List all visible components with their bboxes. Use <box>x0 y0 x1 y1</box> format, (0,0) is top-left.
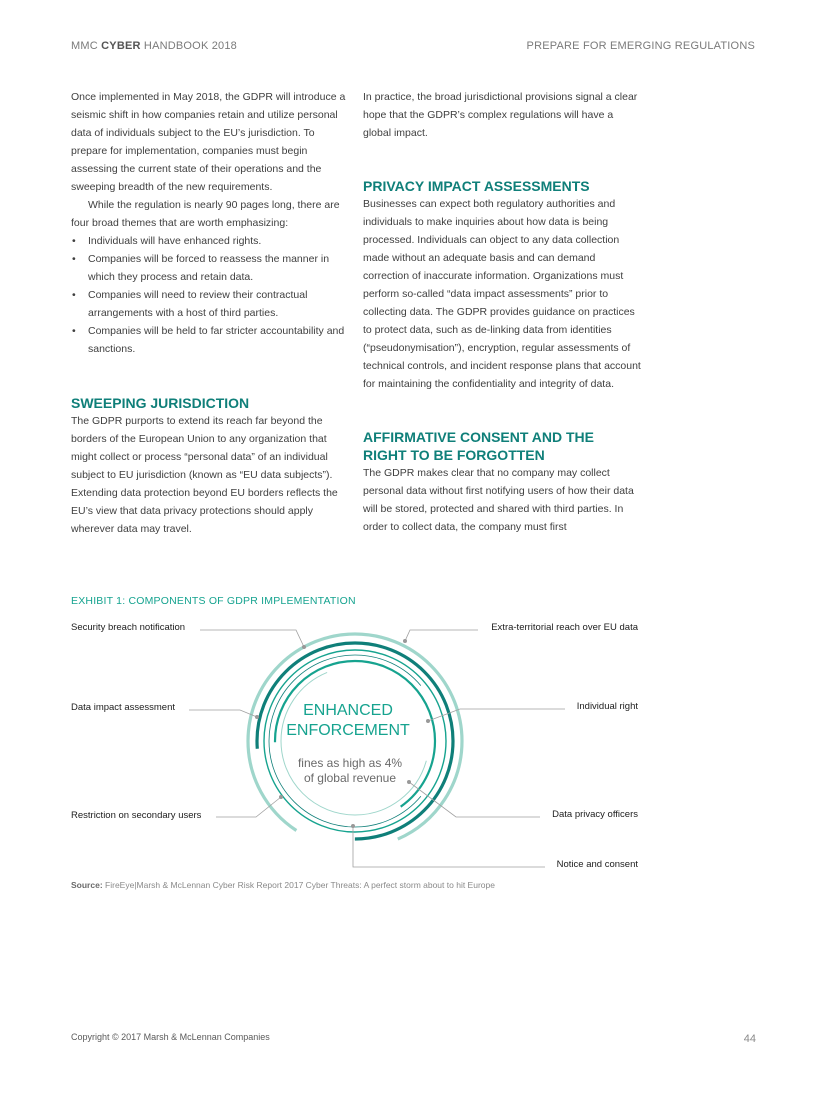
teal-ring <box>264 650 446 832</box>
leader-extraterritorial <box>405 630 478 641</box>
source-label: Source: <box>71 880 103 890</box>
label-privacy-officers: Data privacy officers <box>552 809 638 820</box>
leader-dot <box>255 715 259 719</box>
privacy-heading: PRIVACY IMPACT ASSESSMENTS <box>363 178 590 194</box>
page-number: 44 <box>743 1033 756 1045</box>
privacy-paragraph: Businesses can expect both regulatory authorities and individuals to make inquiries about how data is being processed. Individuals can object to any data collection made without an adequate basis and can demand correction of inaccurate information. Organizations must perform so-called “data impact assessments” prior to collecting data. The GDPR provides guidance on practices to protect data, such as de-linking data from identities (“pseudonymisation”), encryption, regular assessments of technical controls, and incident response plans that account for maintaining the confidentiality and integrity of data. <box>363 198 641 390</box>
label-security-breach: Security breach notification <box>71 622 186 633</box>
list-item: • Companies will need to review their contractual arrangements with a host of third parties. <box>71 286 346 322</box>
running-header-section: PREPARE FOR EMERGING REGULATIONS <box>526 40 755 52</box>
dark-ring <box>257 643 453 839</box>
center-sub-line2: of global revenue <box>303 771 397 785</box>
center-title-line1: ENHANCED <box>303 702 393 719</box>
jurisdiction-paragraph: The GDPR purports to extend its reach far beyond the borders of the European Union to any organization that might collect or process “personal data” of an individual subject to EU jurisdiction (known as “EU data subjects”). Extending data protection beyond EU borders reflects the EU’s view that data privacy protections should apply wherever data may travel. <box>71 415 338 535</box>
leader-dot <box>279 795 283 799</box>
center-sub-line1: fines as high as 4% <box>297 756 403 770</box>
exhibit-title: EXHIBIT 1: COMPONENTS OF GDPR IMPLEMENTATION <box>71 595 356 607</box>
list-item: • Individuals will have enhanced rights. <box>71 232 346 250</box>
innermost-light-ring <box>281 667 429 815</box>
brand-prefix: MMC <box>71 40 98 52</box>
label-restriction: Restriction on secondary users <box>71 810 202 821</box>
leader-dot <box>302 645 306 649</box>
label-data-impact: Data impact assessment <box>71 702 176 713</box>
leader-security-breach <box>200 630 304 647</box>
copyright: Copyright © 2017 Marsh & McLennan Companies <box>71 1032 270 1042</box>
jurisdiction-heading: SWEEPING JURISDICTION <box>71 395 250 411</box>
leader-notice-consent <box>353 826 545 867</box>
source-text: FireEye|Marsh & McLennan Cyber Risk Report 2017 Cyber Threats: A perfect storm about to hit Europe <box>105 880 495 890</box>
center-title-line2: ENFORCEMENT <box>286 722 410 739</box>
leader-privacy-officers <box>409 782 540 817</box>
intro-paragraph: Once implemented in May 2018, the GDPR will introduce a seismic shift in how companies retain and utilize personal data of individuals subject to the EU’s jurisdiction. To prepare for implementation, companies must begin assessing the current state of their operations and the sweeping breadth of the new requirements. <box>71 91 346 193</box>
exhibit-source <box>71 880 495 890</box>
leader-dot <box>403 639 407 643</box>
leader-dot <box>407 780 411 784</box>
leader-data-impact <box>189 710 257 717</box>
consent-paragraph: The GDPR makes clear that no company may collect personal data without first notifying users of how their data will be stored, protected and shared with third parties. In order to collect data, the company must first <box>363 467 634 533</box>
outer-light-ring <box>248 634 462 848</box>
brand-suffix: HANDBOOK 2018 <box>143 40 238 52</box>
thin-ring <box>269 655 441 827</box>
themes-intro-paragraph: While the regulation is nearly 90 pages long, there are four broad themes that are worth emphasizing: <box>71 199 340 229</box>
label-extraterritorial: Extra-territorial reach over EU data <box>491 622 638 633</box>
brand-bold: CYBER <box>101 40 141 52</box>
label-notice-consent: Notice and consent <box>556 859 638 870</box>
inner-ring <box>275 661 435 821</box>
practice-paragraph: In practice, the broad jurisdictional provisions signal a clear hope that the GDPR’s complex regulations will have a global impact. <box>363 91 638 139</box>
consent-heading-line2: RIGHT TO BE FORGOTTEN <box>363 447 545 463</box>
consent-heading-line1: AFFIRMATIVE CONSENT AND THE <box>363 429 594 445</box>
list-item: • Companies will be forced to reassess the manner in which they process and retain data. <box>71 250 346 286</box>
leader-dot <box>426 719 430 723</box>
leader-dot <box>351 824 355 828</box>
label-individual-right: Individual right <box>576 701 638 712</box>
list-item: • Companies will be held to far stricter accountability and sanctions. <box>71 322 346 358</box>
